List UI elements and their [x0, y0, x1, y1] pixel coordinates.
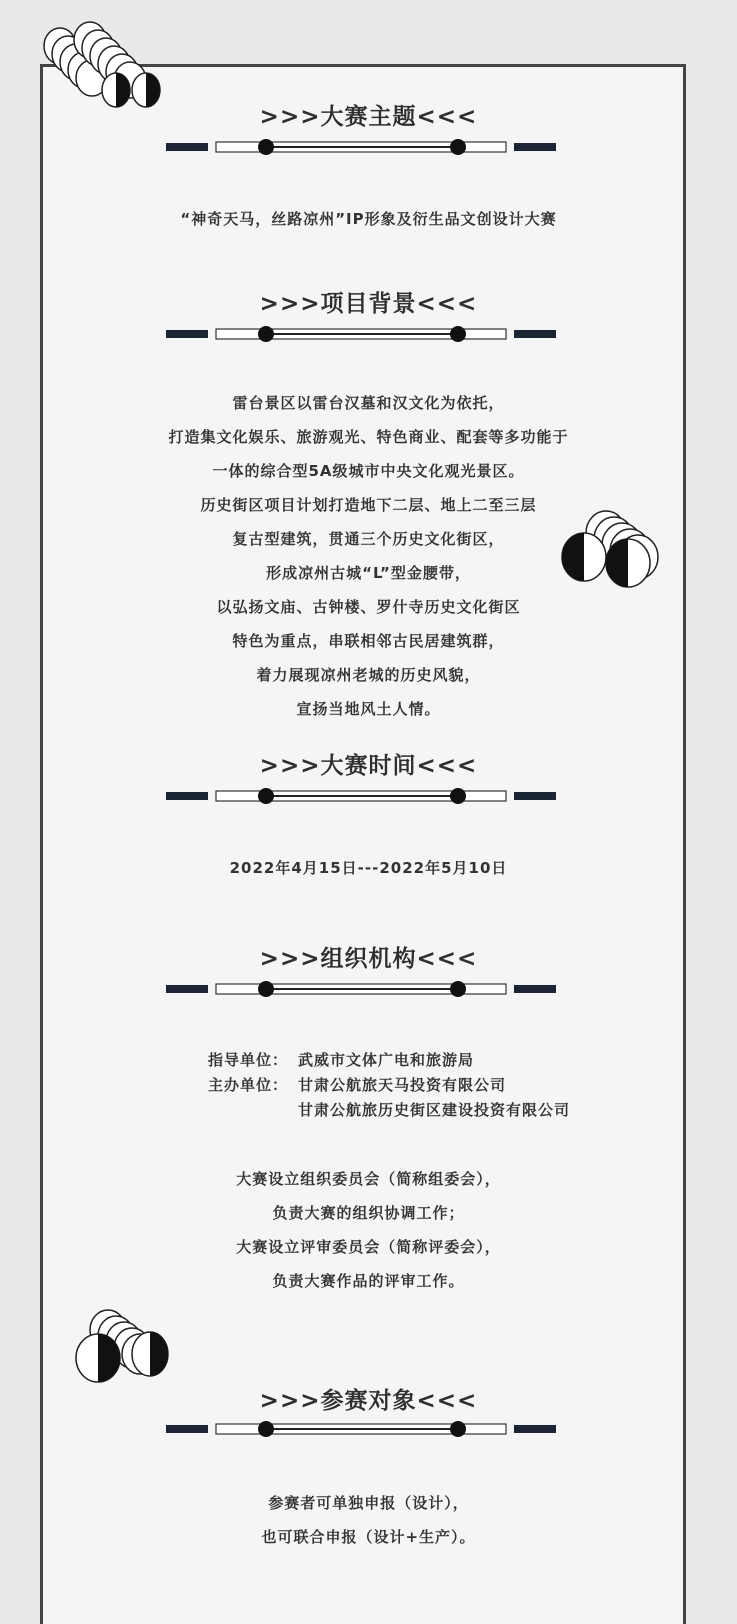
section-title-organization: >>>组织机构<<< [259, 946, 478, 972]
text-line: “神奇天马，丝路凉州”IP形象及衍生品文创设计大赛 [180, 210, 557, 228]
text-line: 一体的综合型5A级城市中央文化观光景区。 [212, 462, 525, 480]
text-line: 负责大赛的组织协调工作； [272, 1204, 465, 1222]
section-title-background: >>>项目背景<<< [259, 291, 478, 317]
text-line: 负责大赛作品的评审工作。 [272, 1272, 465, 1290]
participants-text [0, 1486, 737, 1554]
text-line: 形成凉州古城“L”型金腰带， [266, 564, 471, 582]
host-unit-value: 甘肃公航旅天马投资有限公司 [298, 1076, 507, 1094]
text-line: 雷台景区以雷台汉墓和汉文化为依托， [232, 394, 505, 412]
time-text [0, 851, 737, 885]
title-divider [166, 1418, 571, 1440]
guide-unit-value: 武威市文体广电和旅游局 [298, 1051, 475, 1069]
section-title-time: >>>大赛时间<<< [259, 753, 478, 779]
section-title-theme: >>>大赛主题<<< [259, 104, 478, 130]
committee-text [0, 1162, 737, 1298]
title-divider [166, 978, 571, 1000]
text-line: 宣扬当地风土人情。 [296, 700, 441, 718]
text-line: 也可联合申报（设计+生产）。 [261, 1528, 476, 1546]
text-line: 历史街区项目计划打造地下二层、地上二至三层 [200, 496, 537, 514]
host-unit-row-2 [208, 1098, 570, 1123]
text-line: 大赛设立组织委员会（简称组委会）， [236, 1170, 501, 1188]
host-unit-row [208, 1073, 570, 1098]
theme-text [0, 202, 737, 236]
title-divider [166, 323, 571, 345]
text-line: 2022年4月15日---2022年5月10日 [229, 859, 508, 877]
text-line: 打造集文化娱乐、旅游观光、特色商业、配套等多功能于 [168, 428, 569, 446]
text-line: 着力展现凉州老城的历史风貌， [256, 666, 481, 684]
host-unit-label: 主办单位： [208, 1076, 289, 1094]
text-line: 参赛者可单独申报（设计）， [268, 1494, 469, 1512]
coil-decoration-bottom-left [64, 1302, 176, 1388]
title-divider [166, 785, 571, 807]
text-line: 特色为重点，串联相邻古民居建筑群， [232, 632, 505, 650]
coil-decoration-top-left [22, 14, 162, 110]
background-text [0, 386, 737, 726]
text-line: 复古型建筑，贯通三个历史文化街区， [232, 530, 505, 548]
guide-unit-row [208, 1048, 570, 1073]
organization-list [208, 1048, 570, 1123]
section-title-participants: >>>参赛对象<<< [259, 1388, 478, 1414]
title-divider [166, 136, 571, 158]
host-unit-value: 甘肃公航旅历史街区建设投资有限公司 [298, 1101, 571, 1119]
guide-unit-label: 指导单位： [208, 1051, 289, 1069]
text-line: 大赛设立评审委员会（简称评委会）， [236, 1238, 501, 1256]
text-line: 以弘扬文庙、古钟楼、罗什寺历史文化街区 [216, 598, 521, 616]
